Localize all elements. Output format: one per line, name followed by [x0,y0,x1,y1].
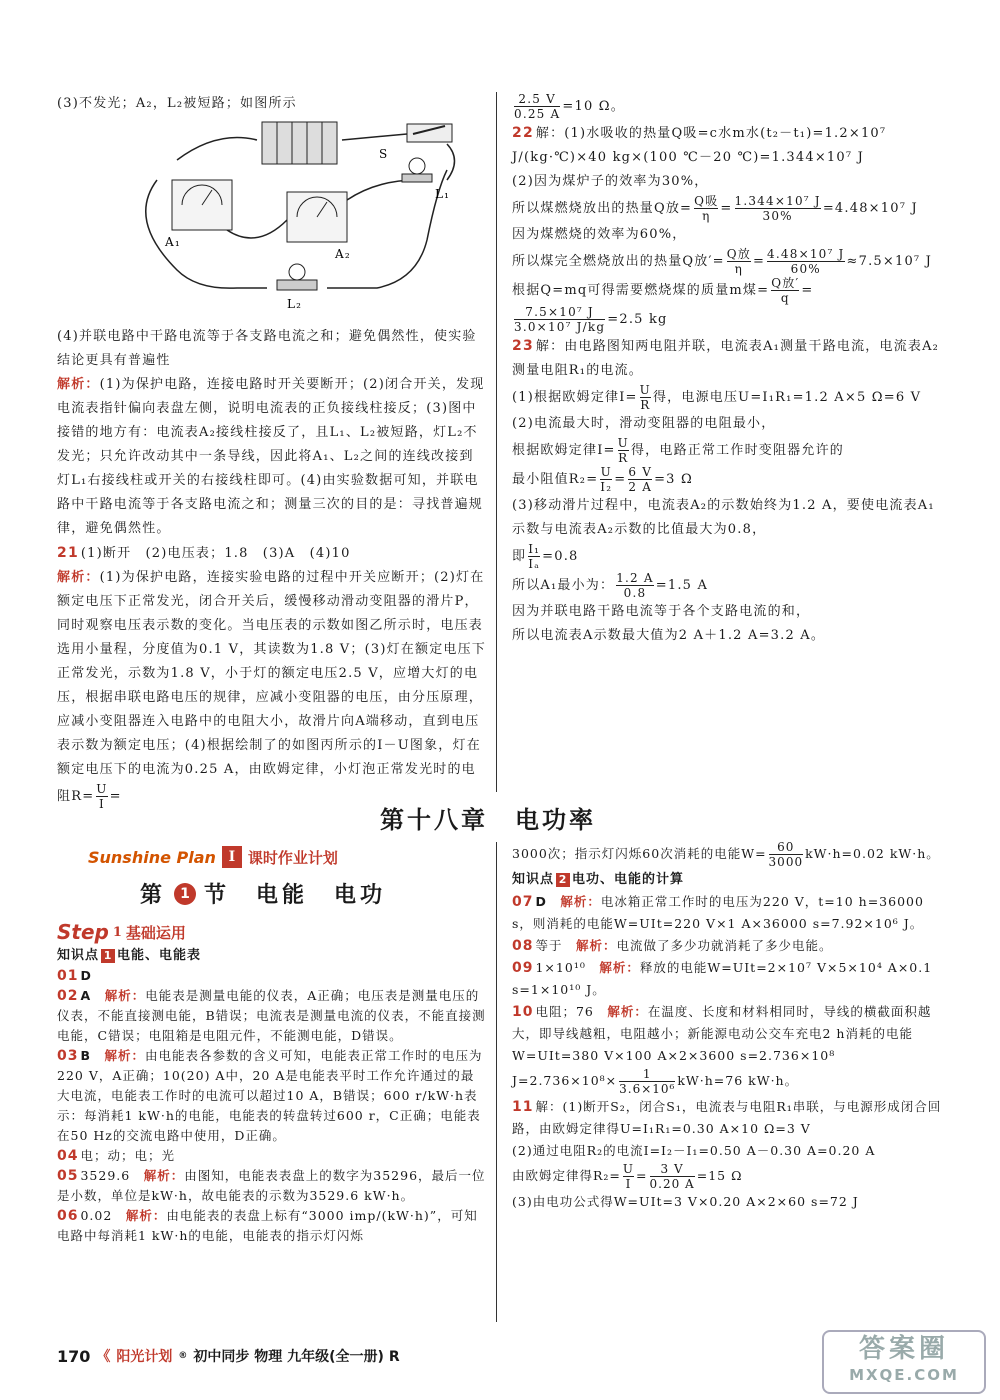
bulb-l2-icon [289,264,305,280]
label-a2: A₂ [335,247,351,261]
sunshine-plan-banner [88,846,338,868]
q11-part4: (3)由电功公式得W=UIt=3 V×0.20 A×2×60 s=72 J [512,1194,859,1209]
analysis-label: 解析： [57,377,100,392]
page-number: 170 [57,1346,91,1366]
watermark-logo: 答案圈 MXQE.COM [822,1330,986,1394]
q23-part1: 23 解：由电路图知两电阻并联，电流表A₁测量干路电流，电流表A₂测量电阻R₁的电流。 [512,338,940,378]
q23-part9: 因为并联电路干路电流等于各个支路电流的和， [512,604,811,619]
q01: 01 D [57,968,92,984]
q22-part7: $\frac{\text{7.5×10⁷ J}}{\text{3.0×10⁷ J/kg}}$ =2.5 kg [514,305,668,334]
column-divider [496,92,497,792]
step-label: 基础运用 [125,923,186,942]
q11-part2: (2)通过电阻R₂的电流I=I₂－I₁=0.50 A－0.30 A=0.20 A [512,1143,876,1158]
q20-analysis: 解析：(1)为保护电路，连接电路时开关要断开；(2)闭合开关，发现电流表指针偏向表盘左侧，说明电流表的正负接线柱接反；(3)图中接错的地方有：电流表A₂接线柱接反了，且L₁、L₂被短路，灯L₂不发光；只允许改动其中一条导线，因此将A₁、L₂之间的连线改接到灯L₁右接线柱或开关的右接线柱即可。(4)由实验数据可知，并联电路中干路电流等于各支路电流之和；测量三次的目的是：寻找普遍规律，避免偶然性。 [57,377,485,536]
q22-part2: (2)因为煤炉子的效率为30%， [512,174,709,189]
q07: 07 D 解析：电冰箱正常工作时的电压为220 V，t=10 h=36000 s，则消耗的电能W=UIt=220 V×1 A×36000 s=7.92×10⁶ J。 [512,894,924,931]
q23-part2: (1)根据欧姆定律I= $\frac{U}{R}$ 得，电源电压U=I₁R₁=1.2 A×5 Ω=6 V [512,383,922,412]
q22-part5: 所以煤完全燃烧放出的热量Q放′= $\frac{\text{Q放}}{\eta}$ = $\frac{\text{4.48×10⁷ J}}{60\%}$ ≈7.5×10⁷ J [512,247,933,276]
label-a1: A₁ [165,235,181,249]
sunshine-brand: Sunshine Plan [88,847,216,867]
circuit-diagram [117,120,477,310]
left-column-upper [57,92,487,811]
question-number: 23 [512,338,534,354]
q06-continuation: 3000次；指示灯闪烁60次消耗的电能W= $\frac{60}{3000}$ kW·h=0.02 kW·h。 [512,840,940,869]
step-word: Step [57,920,109,944]
q22-part6: 根据Q=mq可得需要燃烧煤的质量m煤= $\frac{\text{Q放′}}{q}$ = [512,276,814,305]
q23-part8: 所以A₁最小为： $\frac{1.2 A}{0.8}$ =1.5 A [512,571,709,600]
q09: 09 1×10¹⁰ 解析：释放的电能W=UIt=2×10⁷ V×5×10⁴ A×0.1 s=1×10¹⁰ J。 [512,960,933,997]
q23-part5: 最小阻值R₂= $\frac{U}{\text{I₂}}$ = $\frac{6 V}{2 A}$ =3 Ω [512,465,693,494]
question-number: 21 [57,545,79,561]
right-column-lower [512,840,944,1213]
q10: 10 电阻；76 解析：在温度、长度和材料相同时，导线的横截面积越大，即导线越粗，电阻越小；新能源电动公交车充电2 h消耗的电能W=UIt=380 V×100 A×2×3600 s=2.736×10⁸ J=2.736×10⁸× $\frac{1}{\text{3.6×10⁶}}$ kW·h=76 kW·h。 [512,1004,932,1096]
knowledge-point-1: 知识点 1 电能、电能表 [57,948,202,963]
q22-part3: 所以煤燃烧放出的热量Q放= $\frac{\text{Q吸}}{\eta}$ = $\frac{\text{1.344×10⁷ J}}{30\%}$ =4.48×10⁷ J [512,194,918,223]
q03: 03 B 解析：由电能表各参数的含义可知，电能表正常工作时的电压为220 V，A正确；10(20) A中，20 A是电能表平时工作允许通过的最大电流，电能表工作时的电流可以超过10 A，B错误；600 r/kW·h表示：每消耗1 kW·h的电能，电能表的转盘转过600 r，C正确；电能表在50 Hz的交流电路中使用，D正确。 [57,1048,483,1143]
q21-continuation: $\frac{2.5 V}{0.25 A}$ =10 Ω。 [514,92,625,121]
fraction: $\frac{2.5 V}{0.25 A}$ [514,92,561,121]
q08: 08 等于 解析：电流做了多少功就消耗了多少电能。 [512,938,833,954]
knowledge-point-2: 知识点 2 电功、电能的计算 [512,872,685,887]
step-number: 1 [112,924,122,940]
label-s: S [379,147,389,161]
q02: 02 A 解析：电能表是测量电能的仪表，A正确；电压表是测量电压的仪表，不能直接测电能，B错误；电流表是测量电流的仪表，不能直接测电能，C错误；电阻箱是电阻元件，不能测电能，D错误。 [57,988,486,1043]
q05: 05 3529.6 解析：由图知，电能表表盘上的数字为35296，最后一位是小数，单位是kW·h，故电能表的示数为3529.6 kW·h。 [57,1168,486,1203]
label-l1: L₁ [435,187,451,201]
section-number-badge: 1 [174,883,196,905]
bulb-l1-icon [409,158,425,174]
q20-part4: (4)并联电路中干路电流等于各支路电流之和；避免偶然性，使实验结论更具有普遍性 [57,329,477,368]
label-l2: L₂ [287,297,303,310]
plan-box: I [222,846,242,868]
column-divider-lower [496,842,497,1322]
q23-part7: 即 $\frac{\text{I₁}}{\text{Iₐ}}$ =0.8 [512,542,579,571]
fraction: $\frac{U}{I}$ [96,782,108,811]
page-footer: 170 《 阳光计划 ® 初中同步 物理 九年级(全一册) R [57,1346,400,1366]
right-column-upper [512,92,944,648]
plan-subtitle: 课时作业计划 [247,848,338,867]
footer-brand: 阳光计划 [116,1349,173,1365]
left-column-lower [57,946,487,1246]
analysis-label: 解析： [57,570,100,585]
footer-title: 初中同步 物理 九年级(全一册) R [193,1349,400,1365]
q21-answer: 21 (1)断开 (2)电压表；1.8 (3)A (4)10 [57,545,351,561]
q23-part10: 所以电流表A示数最大值为2 A＋1.2 A=3.2 A。 [512,628,826,643]
q22-part1: 22 解：(1)水吸收的热量Q吸=c水m水(t₂－t₁)=1.2×10⁷ J/(kg·℃)×40 kg×(100 ℃－20 ℃)=1.344×10⁷ J [512,125,887,165]
q23-part4: 根据欧姆定律I= $\frac{U}{R}$ 得，电路正常工作时变阻器允许的 [512,436,844,465]
q11-part3: 由欧姆定律得R₂= $\frac{U}{I}$ = $\frac{3 V}{0.20 A}$ =15 Ω [512,1162,743,1191]
chapter-title: 第十八章 电功率 [380,806,596,834]
q11: 11 解：(1)断开S₂，闭合S₁，电流表与电阻R₁串联，与电源形成闭合回路，由欧姆定律得U=I₁R₁=0.30 A×10 Ω=3 V [512,1099,942,1136]
q23-part3: (2)电流最大时，滑动变阻器的电阻最小， [512,416,776,431]
question-number: 22 [512,125,534,141]
q06: 06 0.02 解析：由电能表的表盘上标有“3000 imp/(kW·h)”，可知电路中每消耗1 kW·h的电能，电能表的指示灯闪烁 [57,1208,478,1243]
double-chevron-icon: 《 [96,1349,111,1365]
section-title: 第 1 节 电能 电功 [140,883,387,908]
q23-part6: (3)移动滑片过程中，电流表A₂的示数始终为1.2 A，要使电流表A₁示数与电流表A₂示数的比值最大为0.8， [512,498,935,537]
q21-analysis: 解析：(1)为保护电路，连接实验电路的过程中开关应断开；(2)灯在额定电压下正常发光，闭合开关后，缓慢移动滑动变阻器的滑片P，同时观察电压表示数的变化。当电压表的示数如图乙所示时，电压表选用小量程，分度值为0.1 V，其读数为1.8 V；(3)灯在额定电压下正常发光，示数为1.8 V，小于灯的额定电压2.5 V，应增大灯的电压，根据串联电路电压的规律，应减小变阻器的电压，由分压原理，应减小变阻器连入电路中的电阻大小，故滑片向A端移动，直到电压表示数为额定电压；(4)根据绘制了的如图丙所示的I－U图象，灯在额定电压下的电流为0.25 A，由欧姆定律，小灯泡正常发光时的电阻R= $\frac{U}{I}$ = [57,570,487,811]
q22-part4: 因为煤燃烧的效率为60%， [512,227,687,242]
q04: 04 电；动；电；光 [57,1148,175,1164]
step-header [57,920,186,944]
battery-pack-icon [262,122,337,164]
q20-part3: (3)不发光；A₂，L₂被短路；如图所示 [57,96,297,111]
